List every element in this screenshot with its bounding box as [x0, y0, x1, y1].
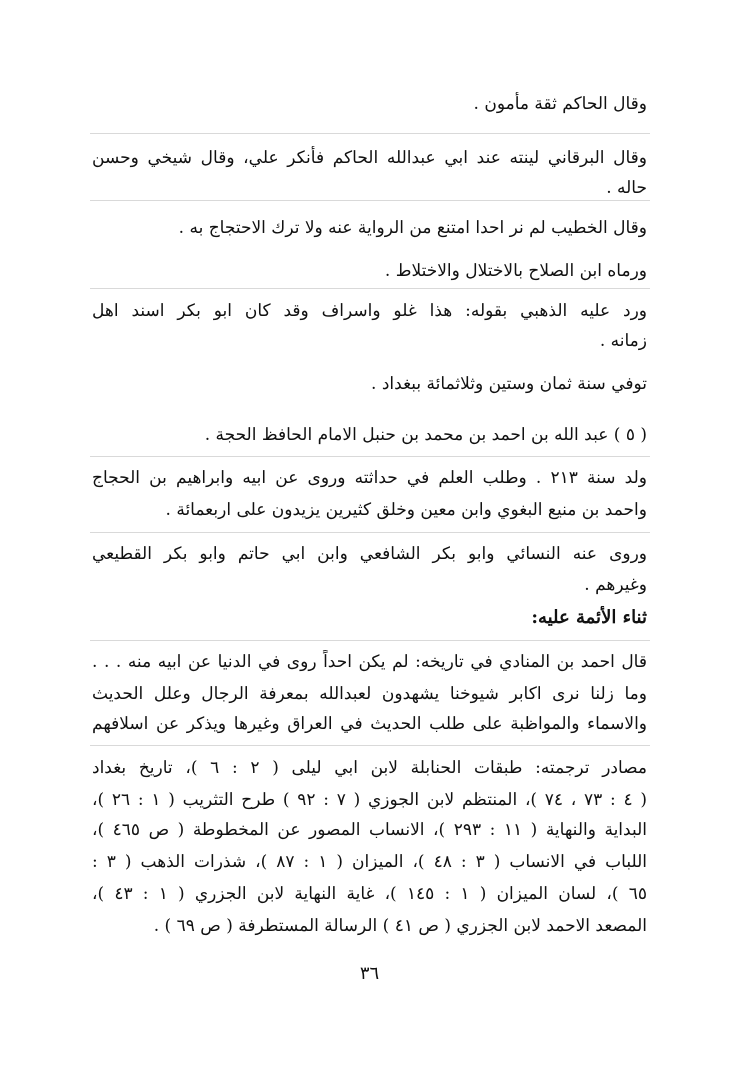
text-line: حاله .: [606, 178, 647, 198]
text-line: قال احمد بن المنادي في تاريخه: لم يكن احداً روى في الدنيا عن ابيه منه . . .: [92, 652, 647, 672]
footnote-line: ( ٤ : ٧٣ ، ٧٤ )، المنتظم لابن الجوزي ( ٧ : ٩٢ ) طرح التثريب ( ١ : ٢٦ )،: [92, 790, 647, 810]
footnote-line: المصعد الاحمد لابن الجزري ( ص ٤١ ) الرسالة المستطرفة ( ص ٦٩ ) .: [153, 916, 647, 936]
footnote-line: اللباب في الانساب ( ٣ : ٤٨ )، الميزان ( ١ : ٨٧ )، شذرات الذهب ( ٣ :: [92, 852, 647, 872]
text-line: ورماه ابن الصلاح بالاختلال والاختلاط .: [384, 261, 647, 281]
text-line: واحمد بن منيع البغوي وابن معين وخلق كثيرين يزيدون على اربعمائة .: [165, 500, 647, 520]
divider: [90, 200, 650, 201]
text-line: ورد عليه الذهبي بقوله: هذا غلو واسراف وقد كان ابو بكر اسند اهل: [92, 301, 647, 321]
text-line: وما زلنا نرى اكابر شيوخنا يشهدون لعبدالله بمعرفة الرجال وعلل الحديث: [92, 684, 647, 704]
text-line: وروى عنه النسائي وابو بكر الشافعي وابن ابي حاتم وابو بكر القطيعي: [92, 544, 647, 564]
text-line: وقال الحاكم ثقة مأمون .: [473, 94, 647, 114]
page-number: ٣٦: [359, 963, 380, 984]
divider: [90, 288, 650, 289]
footnote-line: البداية والنهاية ( ١١ : ٢٩٣ )، الانساب المصور عن المخطوطة ( ص ٤٦٥ )،: [92, 820, 647, 840]
section-heading: ثناء الأئمة عليه:: [531, 607, 647, 628]
text-line: وقال الخطيب لم نر احدا امتنع من الرواية عنه ولا ترك الاحتجاج به .: [178, 218, 647, 238]
entry-heading: ( ٥ ) عبد الله بن احمد بن محمد بن حنبل الامام الحافظ الحجة .: [204, 425, 647, 445]
text-line: زمانه .: [599, 331, 647, 351]
divider: [90, 456, 650, 457]
text-line: ولد سنة ٢١٣ . وطلب العلم في حداثته وروى عن ابيه وابراهيم بن الحجاج: [92, 468, 647, 488]
footnote-line: مصادر ترجمته: طبقات الحنابلة لابن ابي ليلى ( ٢ : ٦ )، تاريخ بغداد: [92, 758, 647, 778]
divider: [90, 745, 650, 746]
divider: [90, 133, 650, 134]
text-line: توفي سنة ثمان وستين وثلاثمائة ببغداد .: [371, 374, 647, 394]
text-line: والاسماء والمواظبة على طلب الحديث في العراق وغيرها ويذكر عن اسلافهم: [92, 714, 647, 734]
footnote-line: ٦٥ )، لسان الميزان ( ١ : ١٤٥ )، غاية النهاية لابن الجزري ( ١ : ٤٣ )،: [92, 884, 647, 904]
divider: [90, 532, 650, 533]
divider: [90, 640, 650, 641]
text-line: وغيرهم .: [584, 575, 647, 595]
text-line: وقال البرقاني لينته عند ابي عبدالله الحاكم فأنكر علي، وقال شيخي وحسن: [92, 148, 647, 168]
